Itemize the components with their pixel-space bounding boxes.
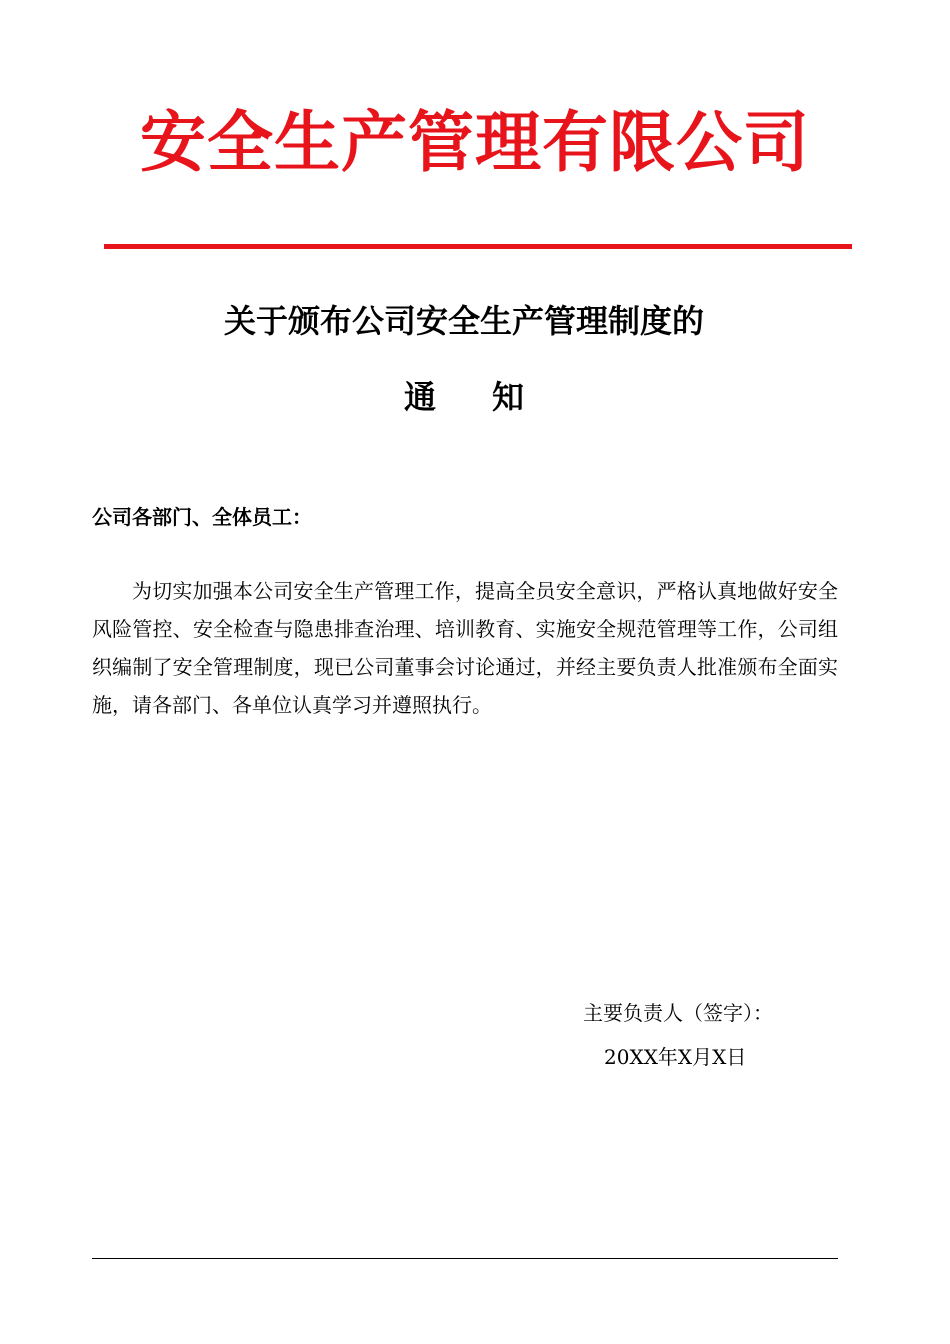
- signature-date: 20XX年X月X日: [604, 1045, 747, 1069]
- signature-label: 主要负责人（签字）：: [583, 1001, 773, 1025]
- document-title-line2: 通知: [403, 378, 580, 416]
- body-paragraph: 为切实加强本公司安全生产管理工作，提高全员安全意识，严格认真地做好安全风险管控、安全检查与隐患排查治理、培训教育、实施安全规范管理等工作，公司组织编制了安全管理制度，现已公司董事会讨论通过，并经主要负责人批准颁布全面实施，请各部门、各单位认真学习并遵照执行。: [92, 579, 838, 717]
- document-title-line1: 关于颁布公司安全生产管理制度的: [223, 302, 704, 340]
- salutation: 公司各部门、全体员工：: [92, 505, 312, 529]
- company-letterhead-title: 安全生产管理有限公司: [140, 104, 810, 181]
- footer-rule: [92, 1258, 838, 1259]
- letterhead-red-rule: [104, 244, 852, 249]
